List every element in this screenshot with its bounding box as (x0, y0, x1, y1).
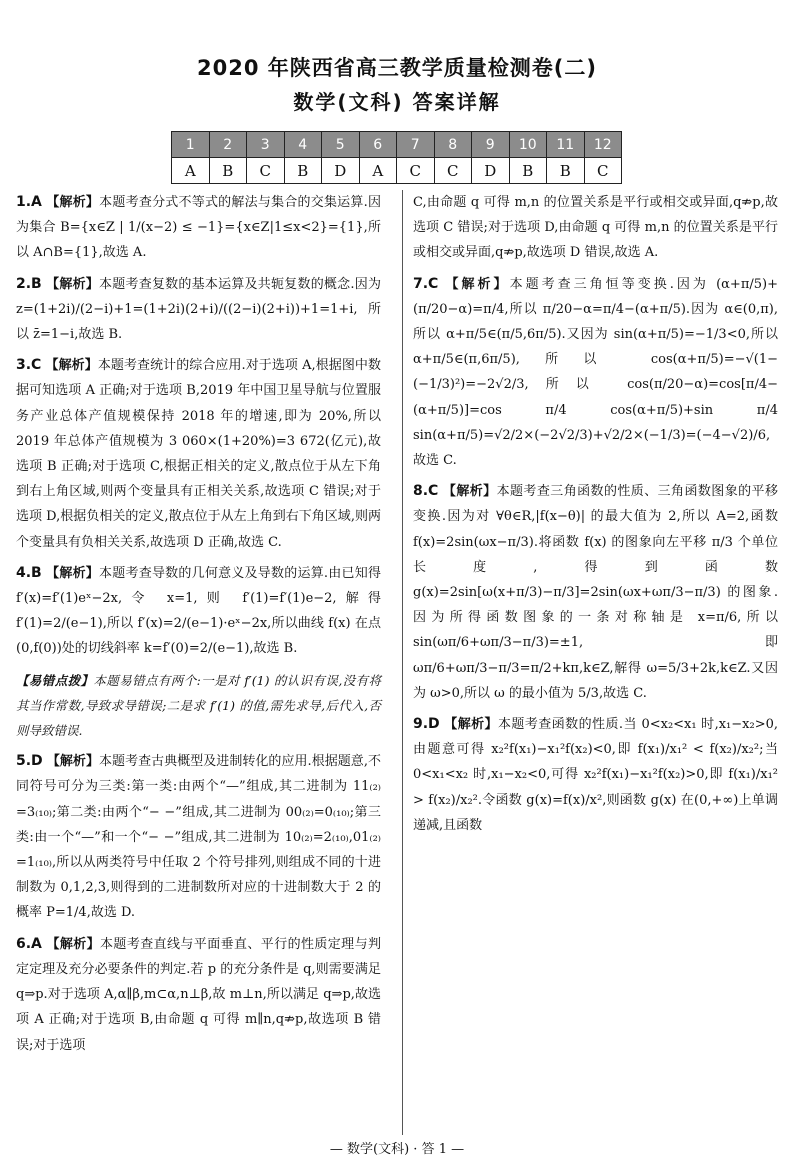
right-column (413, 190, 778, 844)
item-text: 本题考查统计的综合应用.对于选项 A,根据图中数据可知选项 A 正确;对于选项 B,2019 年中国卫星导航与位置服务产业总体产值规模保持 2018 年的增速,即为 20%,所以 2019 年总体产值规模为 3 060×(1+20%)=3 672(亿元),故选项 B 正确;对于选项 C,根据正相关的定义,散点位于从左下角到右上角区域,则两个变量具有正相关关系,故选项 C 错误;对于选项 D,根据负相关的定义,散点位于从左上角到右下角区域,则两个变量具有负相关关系,故选项 D 正确,故选 C. (16, 358, 381, 550)
solution-item (16, 749, 381, 925)
item-number: 1.A (16, 194, 42, 210)
item-tag: 【解析】 (445, 276, 510, 292)
solution-item (413, 712, 778, 838)
page-title: 2020 年陕西省高三教学质量检测卷(二) (197, 56, 597, 80)
item-number: 6.A (16, 935, 42, 952)
solution-item (16, 272, 381, 348)
solution-item (16, 932, 381, 1058)
question-number: 7 (397, 132, 435, 158)
answer-cell: B (284, 158, 322, 184)
item-tag: 【解析】 (45, 358, 98, 374)
item-number: 3.C (16, 357, 42, 374)
answer-cell: B (509, 158, 547, 184)
question-number: 11 (547, 132, 585, 158)
error-tip (16, 668, 381, 744)
left-column (16, 190, 381, 1064)
page-subtitle: 数学(文科) 答案详解 (293, 90, 501, 114)
item-tag: 【易错点拨】 (16, 672, 94, 688)
item-tag: 【解析】 (46, 565, 100, 581)
answer-table-answer-row (172, 158, 622, 184)
page-footer: — 数学(文科) · 答 1 — (329, 1142, 465, 1157)
item-text: C,由命题 q 可得 m,n 的位置关系是平行或相交或异面,q⇏p,故选项 C 错误;对于选项 D,由命题 q 可得 m,n 的位置关系是平行或相交或异面,q⇏p,故选项 D 错误,故选 A. (413, 195, 778, 261)
item-text: 本题考查函数的性质.当 0<x₂<x₁ 时,x₁−x₂>0,由题意可得 x₂²f(x₁)−x₁²f(x₂)<0,即 f(x₁)/x₁² < f(x₂)/x₂²;当 0<x₁<x₂ 时,x₁−x₂<0,可得 x₂²f(x₁)−x₁²f(x₂)>0,即 f(x₁)/x₁² > f(x₂)/x₂².令函数 g(x)=f(x)/x²,则函数 g(x) 在(0,+∞)上单调递减,且函数 (413, 717, 778, 833)
item-number: 2.B (16, 275, 42, 292)
answer-cell: D (472, 158, 510, 184)
solution-item (16, 561, 381, 662)
item-number: 9.D (413, 716, 440, 733)
item-text: 本题考查三角函数的性质、三角函数图象的平移变换.因为对 ∀θ∈R,|f(x−θ)| 的最大值为 2,所以 A=2,函数 f(x)=2sin(ωx−π/3).将函数 f(x) 的图象向左平移 π/3 个单位长度,得到函数 g(x)=2sin[ω(x+π/3)−π/3]=2sin(ωx+ωπ/3−π/3) 的图象.因为所得函数图象的一条对称轴是 x=π/6,所以 sin(ωπ/6+ωπ/3−π/3)=±1,即 ωπ/6+ωπ/3−π/3=π/2+kπ,k∈Z,解得 ω=5/3+2k,k∈Z.又因为 ω>0,所以 ω 的最小值为 5/3,故选 C. (413, 484, 778, 701)
answer-cell: D (322, 158, 360, 184)
item-text: 本题考查分式不等式的解法与集合的交集运算.因为集合 B={x∈Z | 1/(x−2) ≤ −1}={x∈Z|1≤x<2}={1},所以 A∩B={1},故选 A. (16, 195, 381, 261)
item-number: 4.B (16, 564, 42, 581)
answer-cell: B (547, 158, 585, 184)
item-tag: 【解析】 (46, 276, 100, 292)
answer-table (171, 131, 622, 184)
answer-cell: C (397, 158, 435, 184)
question-number: 8 (434, 132, 472, 158)
question-number: 3 (247, 132, 285, 158)
item-text: 本题考查导数的几何意义及导数的运算.由已知得 f′(x)=f′(1)eˣ−2x,令 x=1,则 f′(1)=f′(1)e−2,解得 f′(1)=2/(e−1),所以 f′(x)=2/(e−1)·eˣ−2x,所以曲线 f(x) 在点(0,f(0))处的切线斜率 k=f′(0)=2/(e−1),故选 B. (16, 565, 381, 657)
item-text: 本题考查三角恒等变换.因为 (α+π/5)+(π/20−α)=π/4,所以 π/20−α=π/4−(α+π/5).因为 α∈(0,π),所以 α+π/5∈(π/5,6π/5).又因为 sin(α+π/5)=−1/3<0,所以 α+π/5∈(π,6π/5),所以 cos(α+π/5)=−√(1−(−1/3)²)=−2√2/3,所以 cos(π/20−α)=cos[π/4−(α+π/5)]=cos π/4 cos(α+π/5)+sin π/4 sin(α+π/5)=√2/2×(−2√2/3)+√2/2×(−1/3)=(−4−√2)/6,故选 C. (413, 276, 778, 469)
answer-cell: C (584, 158, 622, 184)
item-number: 5.D (16, 753, 43, 770)
answer-cell: C (434, 158, 472, 184)
item-tag: 【解析】 (46, 936, 101, 952)
answer-cell: C (247, 158, 285, 184)
item-text: 本题考查复数的基本运算及共轭复数的概念.因为 z=(1+2i)/(2−i)+1=(1+2i)(2+i)/((2−i)(2+i))+1=1+i,所以 z̄=1−i,故选 B. (16, 276, 381, 343)
column-divider (402, 190, 403, 1135)
solution-item (413, 272, 778, 474)
question-number: 5 (322, 132, 360, 158)
item-text: 本题考查直线与平面垂直、平行的性质定理与判定定理及充分必要条件的判定.若 p 的充分条件是 q,则需要满足 q⇒p.对于选项 A,α∥β,m⊂α,n⊥β,故 m⊥n,所以满足 q⇒p,故选项 A 正确;对于选项 B,由命题 q 可得 m∥n,q⇏p,故选项 B 错误;对于选项 (16, 936, 381, 1053)
question-number: 12 (584, 132, 622, 158)
item-text: 本题考查古典概型及进制转化的应用.根据题意,不同符号可分为三类:第一类:由两个“—”组成,其二进制为 11₍₂₎=3₍₁₀₎;第二类:由两个“− −”组成,其二进制为 00₍₂₎=0₍₁₀₎;第三类:由一个“—”和一个“− −”组成,其二进制为 10₍₂₎=2₍₁₀₎,01₍₂₎=1₍₁₀₎,所以从两类符号中任取 2 个符号排列,则组成不同的十进制数为 0,1,2,3,则得到的二进制数所对应的十进制数大于 2 的概率 P=1/4,故选 D. (16, 754, 381, 921)
answer-cell: B (209, 158, 247, 184)
solution-item (16, 353, 381, 555)
item-text: 本题易错点有两个:一是对 f′(1) 的认识有误,没有将其当作常数,导致求导错误;二是求 f′(1) 的值,需先求导,后代入,否则导致错误. (16, 672, 381, 739)
answer-cell: A (172, 158, 210, 184)
question-number: 9 (472, 132, 510, 158)
solution-item (16, 190, 381, 266)
question-number: 10 (509, 132, 547, 158)
solution-item (413, 479, 778, 706)
item-number: 8.C (413, 483, 439, 500)
item-tag: 【解析】 (444, 717, 498, 733)
question-number: 4 (284, 132, 322, 158)
item-number: 7.C (413, 275, 439, 292)
answer-cell: A (359, 158, 397, 184)
item-tag: 【解析】 (46, 754, 99, 770)
solution-item-continued (413, 190, 778, 266)
question-number: 1 (172, 132, 210, 158)
answer-table-header-row (172, 132, 622, 158)
question-number: 2 (209, 132, 247, 158)
item-tag: 【解析】 (46, 195, 100, 210)
question-number: 6 (359, 132, 397, 158)
item-tag: 【解析】 (442, 484, 497, 500)
